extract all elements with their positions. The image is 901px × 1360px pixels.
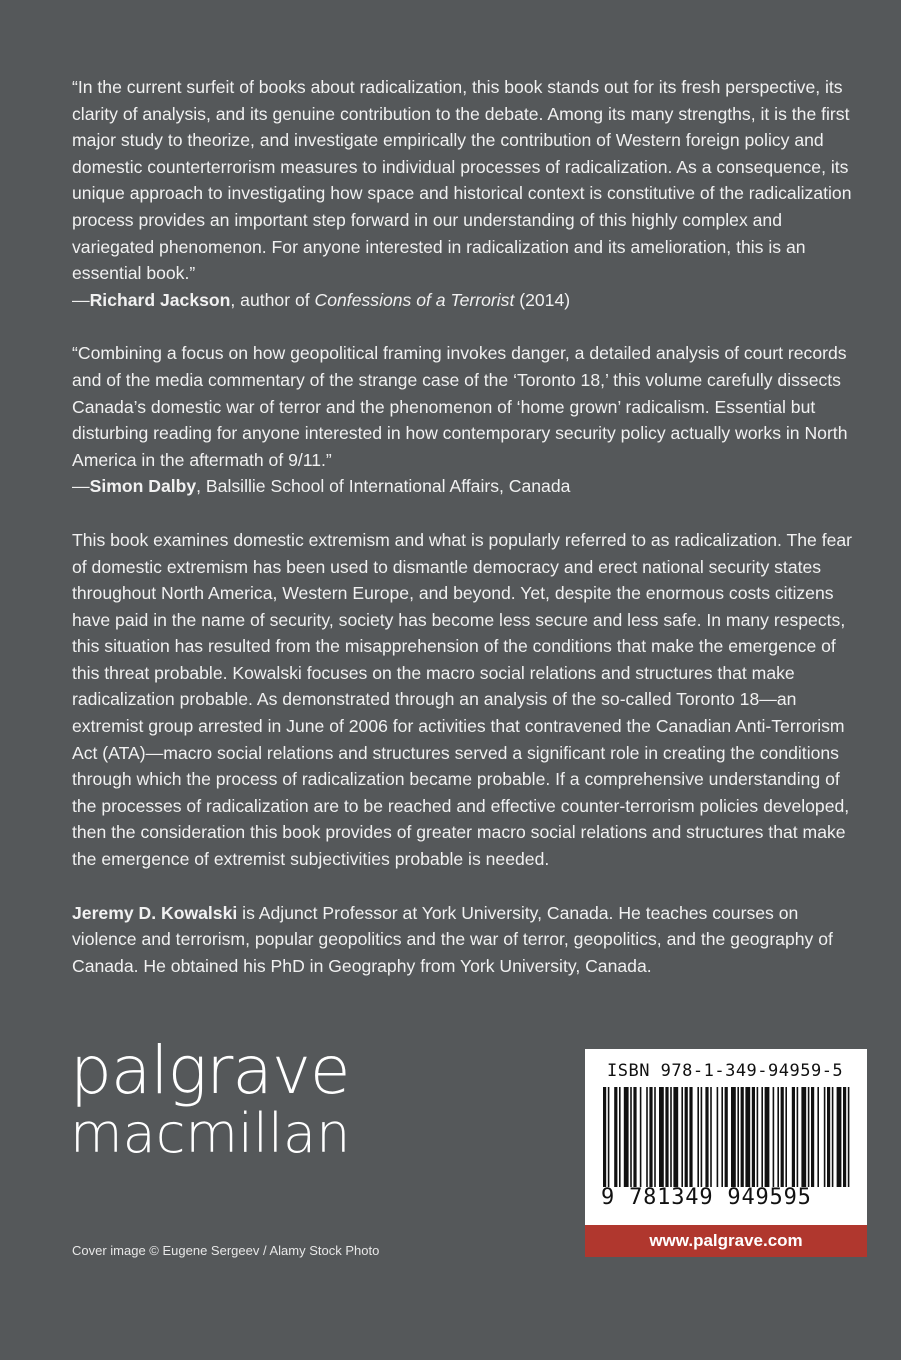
publisher-logo	[70, 1032, 351, 1165]
quote-1: “In the current surfeit of books about radicalization, this book stands out for its fresh perspective, its clarity of analysis, and its genuine contribution to the debate. Among its many strengths, it is the first major study to theorize, and investigate empirically the contribution of Western foreign policy and domestic counterterrorism measures to individual processes of radicalization. As a consequence, its unique approach to investigating how space and historical context is constitutive of the radicalization process provides an important step forward in our understanding of this highly complex and variegated phenomenon. For anyone interested in radicalization and its amelioration, this is an essential book.” —Richard Jackson, author of Confessions of a Terrorist (2014)	[72, 77, 852, 310]
barcode-bars	[603, 1087, 851, 1187]
back-cover-text	[72, 74, 864, 979]
book-description: This book examines domestic extremism and what is popularly referred to as radicalization. The fear of domestic extremism has been used to dismantle democracy and erect national security states throughout North America, Western Europe, and beyond. Yet, despite the enormous costs citizens have paid in the name of security, society has become less secure and less safe. In many respects, this situation has resulted from the misapprehension of the conditions that make the emergence of this threat probable. Kowalski focuses on the macro social relations and structures that make radicalization probable. As demonstrated through an analysis of the so-called Toronto 18—an extremist group arrested in June of 2006 for activities that contravened the Canadian Anti-Terrorism Act (ATA)—macro social relations and structures served a significant role in creating the conditions through which the process of radicalization became probable. If a comprehensive understanding of the processes of radicalization are to be reached and effective counter-terrorism policies developed, then the consideration this book provides of greater macro social relations and structures that make the emergence of extremist subjectivities probable is needed.	[72, 529, 853, 870]
barcode-panel	[585, 1049, 867, 1225]
logo-line-palgrave: palgrave	[70, 1032, 350, 1109]
isbn-label: ISBN 978-1-349-94959-5	[607, 1061, 844, 1081]
quote-2: “Combining a focus on how geopolitical framing invokes danger, a detailed analysis of court records and of the media commentary of the strange case of the ‘Toronto 18,’ this volume carefully dissects Canada’s domestic war of terror and the phenomenon of ‘home grown’ radicalism. Essential but disturbing reading for anyone interested in how contemporary security policy actually works in North America in the aftermath of 9/11.” —Simon Dalby, Balsillie School of International Affairs, Canada	[72, 343, 848, 497]
quote-1-author: Richard Jackson	[89, 289, 231, 310]
author-name: Jeremy D. Kowalski	[72, 902, 238, 923]
quote-1-book-title: Confessions of a Terrorist	[314, 289, 515, 310]
cover-image-credit: Cover image © Eugene Sergeev / Alamy Stock Photo	[72, 1243, 380, 1258]
logo-line-macmillan: macmillan	[70, 1102, 351, 1165]
quote-2-author: Simon Dalby	[89, 476, 197, 497]
barcode-digits: 9 781349 949595	[601, 1185, 812, 1210]
publisher-website: www.palgrave.com	[585, 1225, 867, 1257]
author-bio: Jeremy D. Kowalski is Adjunct Professor at York University, Canada. He teaches courses on violence and terrorism, popular geopolitics and the war of terror, geopolitics, and the geography of Canada. He obtained his PhD in Geography from York University, Canada.	[72, 902, 833, 976]
